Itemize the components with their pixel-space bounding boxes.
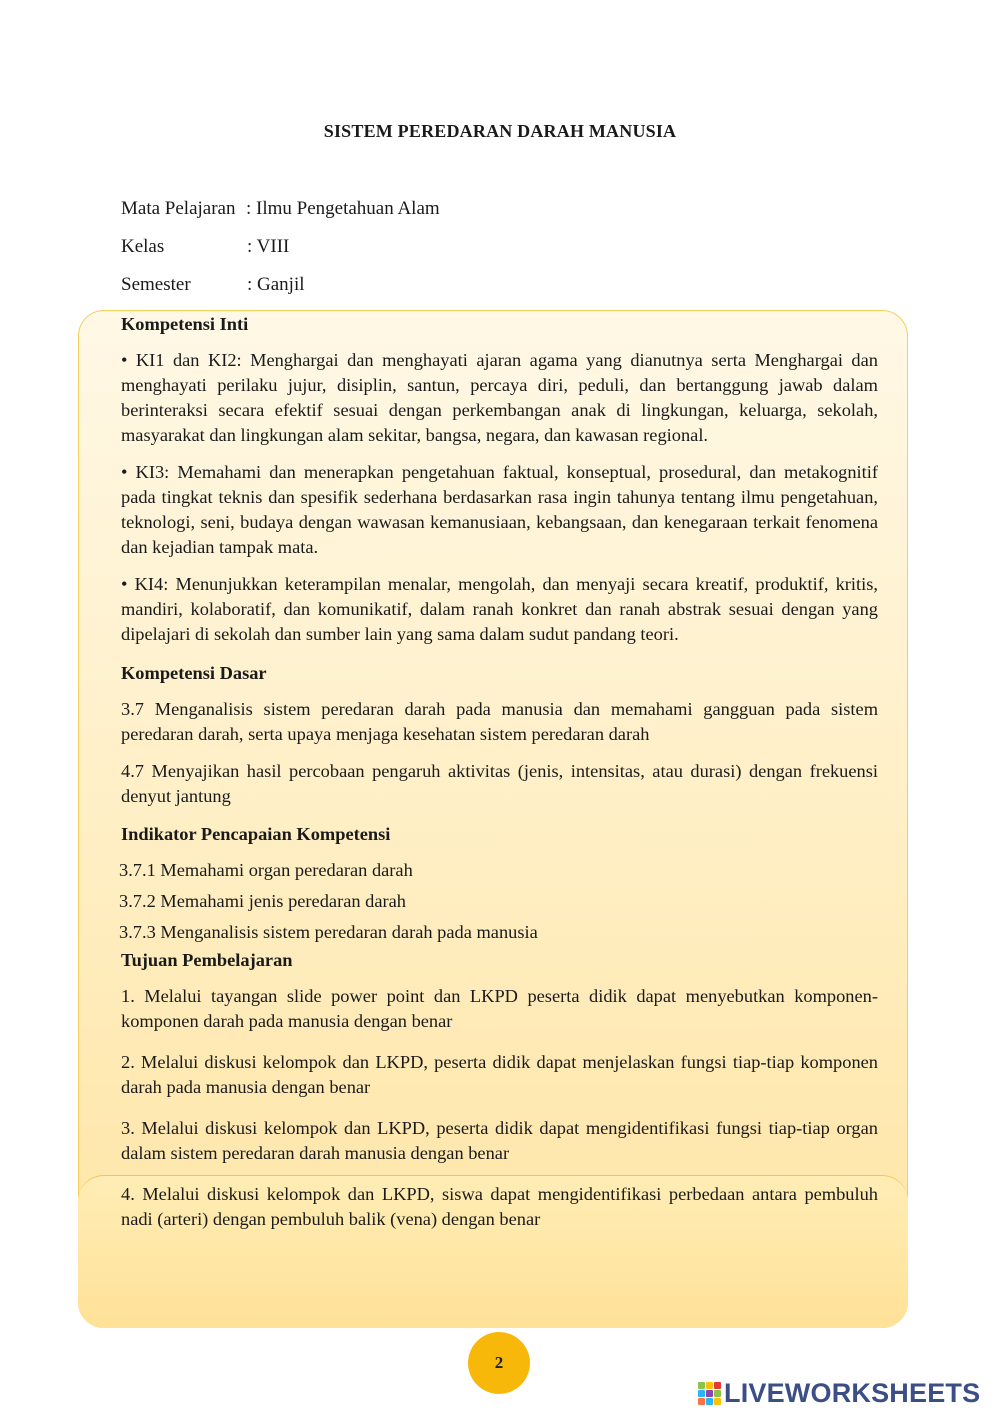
kompetensi-inti-heading: Kompetensi Inti: [121, 314, 249, 334]
tujuan-item: 1. Melalui tayangan slide power point dan LKPD peserta didik dapat menyebutkan komponen-komponen darah pada manusia dengan benar: [121, 986, 878, 1031]
meta-subject-value: : Ilmu Pengetahuan Alam: [246, 198, 440, 219]
liveworksheets-logo: [698, 1376, 980, 1410]
meta-semester-value: : Ganjil: [247, 274, 305, 295]
kd-item: 3.7 Menganalisis sistem peredaran darah pada manusia dan memahami gangguan pada sistem peredaran darah, serta upaya menjaga kesehatan sistem peredaran darah: [121, 699, 878, 744]
meta-subject-label: Mata Pelajaran: [121, 198, 236, 219]
document-title: SISTEM PEREDARAN DARAH MANUSIA: [323, 121, 677, 141]
ki-item: • KI1 dan KI2: Menghargai dan menghayati ajaran agama yang dianutnya serta Menghargai dan menghayati perilaku jujur, disiplin, santun, percaya diri, peduli, dan bertanggung jawab dalam berinteraksi secara efektif sesuai dengan perkembangan anak di lingkungan, keluarga, sekolah, masyarakat dan lingkungan alam sekitar, bangsa, negara, dan kawasan regional.: [121, 350, 878, 445]
meta-class: [121, 236, 289, 258]
meta-semester-label: Semester: [121, 274, 191, 295]
indikator-item: 3.7.1 Memahami organ peredaran darah: [119, 860, 413, 880]
tujuan-item: 2. Melalui diskusi kelompok dan LKPD, peserta didik dapat menjelaskan fungsi tiap-tiap komponen darah pada manusia dengan benar: [121, 1052, 878, 1097]
tujuan-item: 4. Melalui diskusi kelompok dan LKPD, siswa dapat mengidentifikasi perbedaan antara pembuluh nadi (arteri) dengan pembuluh balik (vena) dengan benar: [121, 1184, 878, 1229]
tujuan-heading: Tujuan Pembelajaran: [121, 950, 293, 970]
meta-subject: [121, 198, 440, 220]
kompetensi-dasar-heading: Kompetensi Dasar: [121, 663, 267, 683]
tujuan-item: 3. Melalui diskusi kelompok dan LKPD, peserta didik dapat mengidentifikasi fungsi tiap-tiap organ dalam sistem peredaran darah manusia dengan benar: [121, 1118, 878, 1163]
indikator-item: 3.7.2 Memahami jenis peredaran darah: [119, 891, 406, 911]
indikator-heading: Indikator Pencapaian Kompetensi: [121, 824, 391, 844]
meta-class-label: Kelas: [121, 236, 165, 257]
meta-semester: [121, 274, 305, 296]
page-number: 2: [468, 1332, 530, 1394]
ki-item: • KI3: Memahami dan menerapkan pengetahuan faktual, konseptual, prosedural, dan metakognitif pada tingkat teknis dan spesifik sederhana berdasarkan rasa ingin tahunya tentang ilmu pengetahuan, teknologi, seni, budaya dengan wawasan kemanusiaan, kebangsaan, dan kenegaraan terkait fenomena dan kejadian tampak mata.: [121, 462, 878, 557]
ki-item: • KI4: Menunjukkan keterampilan menalar, mengolah, dan menyaji secara kreatif, produktif, kritis, mandiri, kolaboratif, dan komunikatif, dalam ranah konkret dan ranah abstrak sesuai dengan yang dipelajari di sekolah dan sumber lain yang sama dalam sudut pandang teori.: [121, 574, 878, 644]
meta-class-value: : VIII: [247, 236, 290, 257]
indikator-item: 3.7.3 Menganalisis sistem peredaran darah pada manusia: [119, 922, 538, 942]
logo-grid-icon: [698, 1382, 721, 1405]
logo-text: LIVEWORKSHEETS: [724, 1377, 981, 1408]
kd-item: 4.7 Menyajikan hasil percobaan pengaruh aktivitas (jenis, intensitas, atau durasi) dengan frekuensi denyut jantung: [121, 761, 878, 806]
content: [121, 312, 878, 1244]
